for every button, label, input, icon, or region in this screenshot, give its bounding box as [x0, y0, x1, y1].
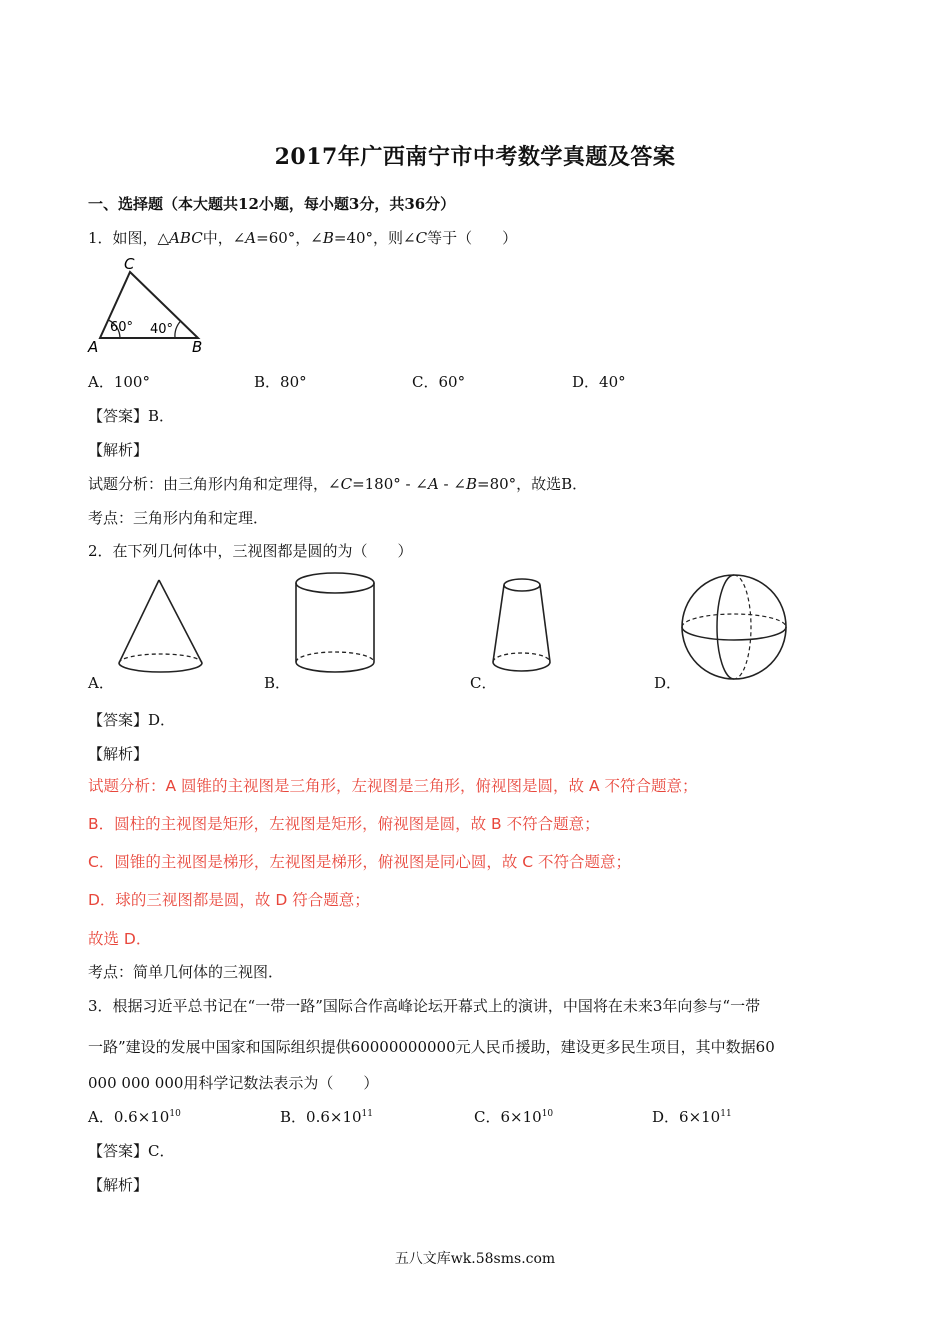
sphere-figure: [680, 575, 790, 685]
q2-option-a: A．: [88, 674, 114, 692]
q1-analysis-var: B: [465, 475, 477, 493]
q2-analysis-line-5: 故选 D．: [88, 930, 152, 948]
q2-analysis-line-1: 试题分析：A 圆锥的主视图是三角形，左视图是三角形，俯视图是圆，故 A 不符合题意；: [88, 777, 698, 795]
q2-answer: 【答案】D．: [88, 711, 176, 729]
q2-analysis-line-3: C．圆锥的主视图是梯形，左视图是梯形，俯视图是同心圆，故 C 不符合题意；: [88, 853, 632, 871]
q2-point: 考点：简单几何体的三视图．: [88, 963, 284, 981]
q1-point: 考点：三角形内角和定理．: [88, 509, 269, 527]
q1-option-b: B．80°: [254, 373, 307, 391]
q3-analysis-heading: 【解析】: [88, 1176, 149, 1194]
q1-analysis-heading: 【解析】: [88, 441, 149, 459]
question-3-line-1: 3．根据习近平总书记在“一带一路”国际合作高峰论坛开幕式上的演讲，中国将在未来3年向参与“一带: [88, 997, 761, 1015]
q3-option-c: [474, 1106, 553, 1127]
q3-option-c-exp: 10: [541, 1109, 554, 1119]
page-footer: 五八文库wk.58sms.com: [394, 1251, 556, 1267]
q3-option-d-base: D．6×10: [652, 1108, 721, 1126]
q1-option-a: A．100°: [88, 373, 150, 391]
q1-text: 等于（ ）: [427, 229, 518, 247]
q2-analysis-line-2: B．圆柱的主视图是矩形，左视图是矩形，俯视图是圆，故 B 不符合题意；: [88, 815, 600, 833]
q1-var: C: [415, 229, 428, 247]
question-1-stem: [88, 227, 517, 248]
q3-answer: 【答案】C．: [88, 1142, 175, 1160]
q3-option-a-base: A．0.6×10: [88, 1108, 170, 1126]
q3-option-b-exp: 11: [361, 1109, 373, 1119]
q3-option-a: [88, 1106, 181, 1127]
q2-option-c: C．: [470, 674, 497, 692]
triangle-label-b: B: [192, 338, 203, 356]
q1-option-c: C．60°: [412, 373, 466, 391]
q1-option-d: D．40°: [572, 373, 626, 391]
cylinder-figure: [294, 570, 394, 680]
triangle-label-c: C: [124, 255, 135, 273]
q1-analysis: [88, 473, 587, 494]
q3-option-c-base: C．6×10: [474, 1108, 542, 1126]
q3-option-b: [280, 1106, 373, 1127]
q3-option-d: [652, 1106, 732, 1127]
q1-var: ABC: [169, 229, 203, 247]
q2-option-b: B．: [264, 674, 291, 692]
q3-option-b-base: B．0.6×10: [280, 1108, 362, 1126]
frustum-figure: [490, 576, 590, 686]
q1-text: 中，∠: [202, 229, 246, 247]
q2-option-d: D．: [654, 674, 682, 692]
q1-analysis-text: - ∠: [438, 475, 466, 493]
q1-analysis-var: A: [427, 475, 439, 493]
q3-option-a-exp: 10: [169, 1109, 181, 1119]
q1-analysis-text: =80°，故选B．: [477, 475, 588, 493]
triangle-angle-b: 40°: [150, 322, 174, 337]
page-title: 2017年广西南宁市中考数学真题及答案: [274, 144, 676, 170]
question-3-line-2: 一路”建设的发展中国家和国际组织提供60000000000元人民币援助，建设更多民生项目，其中数据60: [88, 1038, 775, 1056]
q1-analysis-var: C: [340, 475, 353, 493]
q1-text: 1．如图，△: [88, 229, 170, 247]
q2-analysis-line-4: D．球的三视图都是圆，故 D 符合题意；: [88, 891, 370, 909]
q1-text: =40°，则∠: [333, 229, 416, 247]
q1-var: B: [322, 229, 334, 247]
q1-answer: 【答案】B．: [88, 407, 175, 425]
triangle-angle-a: 60°: [110, 320, 134, 335]
q2-analysis-heading: 【解析】: [88, 745, 149, 763]
question-2-stem: 2．在下列几何体中，三视图都是圆的为（ ）: [88, 542, 413, 560]
q1-analysis-text: 试题分析：由三角形内角和定理得，∠: [88, 475, 341, 493]
q3-option-d-exp: 11: [720, 1109, 732, 1119]
question-3-line-3: 000 000 000用科学记数法表示为（ ）: [88, 1074, 379, 1092]
triangle-label-a: A: [88, 338, 99, 356]
triangle-figure: [88, 255, 218, 355]
cone-figure: [112, 575, 232, 675]
section-heading: 一、选择题（本大题共12小题，每小题3分，共36分）: [88, 195, 456, 213]
q1-var: A: [245, 229, 257, 247]
q1-analysis-text: =180° - ∠: [352, 475, 428, 493]
q1-text: =60°，∠: [256, 229, 323, 247]
